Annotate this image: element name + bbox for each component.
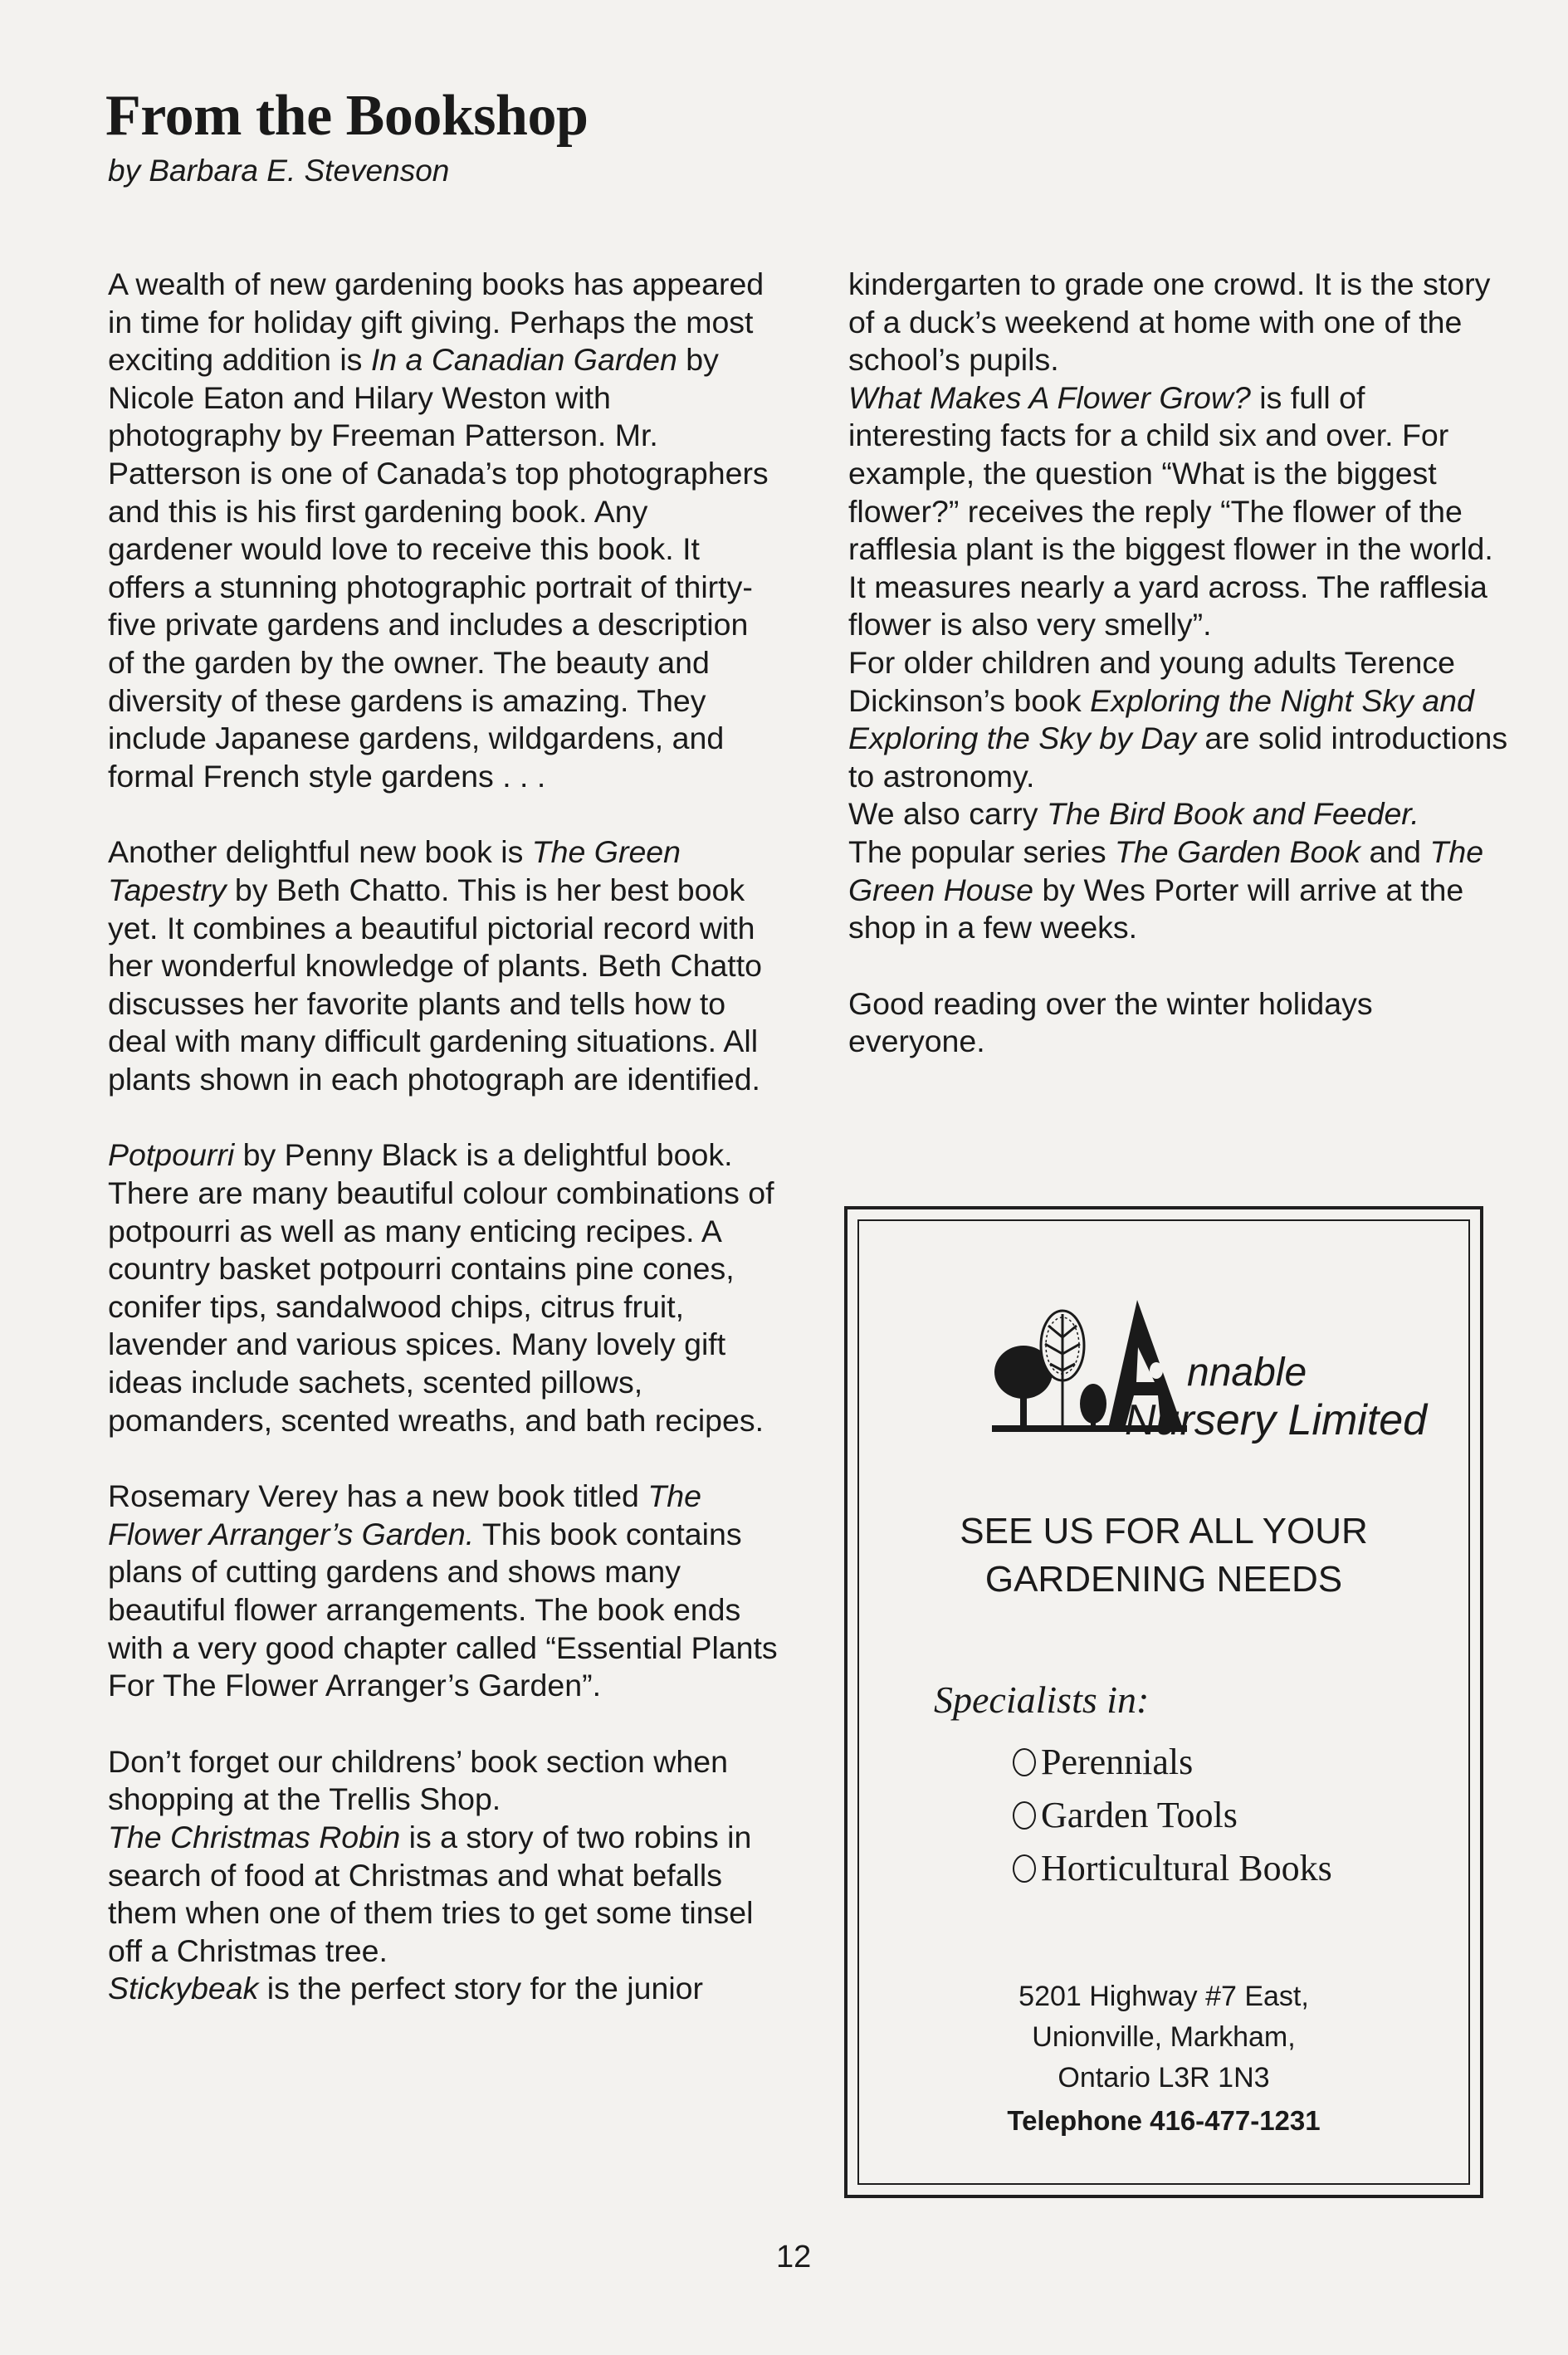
specialists-label: Specialists in: bbox=[934, 1678, 1150, 1721]
body-text: by Beth Chatto. This is her best book yet. It combines a beautiful pictorial record with her wonderful knowledge of plants. Beth Chatto discusses her favorite plants and tells how to deal with many difficult gardening situations. All plants shown in each photograph are identified. bbox=[108, 872, 762, 1097]
body-text: is the perfect story for the junior bbox=[258, 1971, 704, 2006]
nursery-address bbox=[859, 1976, 1468, 2098]
paragraph-green-tapestry bbox=[108, 833, 780, 1098]
ad-headline-line-2: GARDENING NEEDS bbox=[984, 1559, 1343, 1600]
brand-name-line-2: Nursery Limited bbox=[1125, 1396, 1428, 1444]
book-title-text: The Garden Book bbox=[1115, 833, 1361, 869]
nursery-advertisement bbox=[844, 1206, 1483, 2198]
body-text: We also carry bbox=[848, 796, 1047, 832]
body-text: A wealth of new gardening books has appeared in time for holiday gift giving. Perhaps the most exciting addition is bbox=[108, 266, 764, 378]
body-text: kindergarten to grade one crowd. It is the story of a duck’s weekend at home with one of the school’s pupils. bbox=[848, 266, 1491, 378]
specialty-horticultural-books: Horticultural Books bbox=[1041, 1848, 1332, 1888]
address-line-3: Ontario L3R 1N3 bbox=[1058, 2062, 1270, 2094]
body-text: and bbox=[1360, 833, 1430, 869]
paragraph-astronomy bbox=[848, 644, 1512, 795]
book-title-text: The Flower Arranger’s Garden. bbox=[108, 1478, 701, 1551]
article-title: From the Bookshop bbox=[105, 84, 589, 148]
book-title-text: What Makes A Flower Grow? bbox=[848, 379, 1251, 415]
book-title-text: The Green Tapestry bbox=[108, 834, 681, 907]
paragraph-stickybeak bbox=[108, 1970, 780, 2008]
body-text: Don’t forget our childrens’ book section when shopping at the Trellis Shop. bbox=[108, 1743, 728, 1817]
paragraph-kindergarten bbox=[848, 266, 1512, 379]
body-text: Rosemary Verey has a new book titled bbox=[108, 1478, 648, 1514]
left-column bbox=[108, 266, 780, 2008]
paragraph-potpourri bbox=[108, 1136, 780, 1439]
nursery-phone: Telephone 416-477-1231 bbox=[1007, 2105, 1321, 2136]
paragraph-childrens-books bbox=[108, 1743, 780, 1819]
body-text: Another delightful new book is bbox=[108, 834, 532, 870]
book-title-text: The Christmas Robin bbox=[108, 1819, 401, 1854]
paragraph-flower-grow bbox=[848, 379, 1512, 644]
body-text: This book contains plans of cutting gardens and shows many beautiful flower arrangements. The book ends with a very good chapter called “Essential Plants For The Flower Arranger’s Garden”. bbox=[108, 1516, 778, 1703]
book-title-text: Exploring the Night Sky and Exploring the Sky by Day bbox=[848, 682, 1474, 756]
address-line-2: Unionville, Markham, bbox=[1032, 2021, 1296, 2053]
article-byline: by Barbara E. Stevenson bbox=[108, 154, 450, 188]
body-text: For older children and young adults Terence Dickinson’s book bbox=[848, 644, 1456, 718]
book-title-text: Stickybeak bbox=[108, 1971, 259, 2006]
body-text: Good reading over the winter holidays everyone. bbox=[848, 985, 1373, 1059]
book-title-text: The Bird Book and Feeder. bbox=[1046, 796, 1419, 832]
book-title-text: Potpourri bbox=[108, 1137, 235, 1173]
nursery-logo bbox=[984, 1271, 1482, 1454]
brand-name-line-1: nnable bbox=[1187, 1351, 1307, 1395]
address-line-1: 5201 Highway #7 East, bbox=[1018, 1981, 1309, 2012]
book-title-text: The Green House bbox=[848, 833, 1484, 907]
circle-bullet-icon bbox=[1013, 1801, 1036, 1830]
body-text: is full of interesting facts for a child six and over. For example, the question “What is the biggest flower?” receives the reply “The flower of the rafflesia plant is the biggest flower in the world. It measures nearly a yard across. The rafflesia flower is also very smelly”. bbox=[848, 379, 1493, 642]
body-text: by Wes Porter will arrive at the shop in a few weeks. bbox=[848, 872, 1464, 945]
list-item bbox=[1013, 1789, 1332, 1842]
paragraph-christmas-robin bbox=[108, 1819, 780, 1970]
circle-bullet-icon bbox=[1013, 1854, 1036, 1883]
page-number: 12 bbox=[776, 2240, 812, 2274]
paragraph-canadian-garden bbox=[108, 266, 780, 795]
list-item bbox=[1013, 1736, 1332, 1789]
ad-headline bbox=[859, 1507, 1468, 1604]
ad-headline-line-1: SEE US FOR ALL YOUR bbox=[960, 1511, 1368, 1551]
circle-bullet-icon bbox=[1013, 1748, 1036, 1776]
paragraph-bird-book bbox=[848, 795, 1512, 833]
paragraph-closing bbox=[848, 985, 1512, 1061]
book-title-text: In a Canadian Garden bbox=[370, 342, 677, 378]
right-column bbox=[848, 266, 1512, 1061]
specialty-garden-tools: Garden Tools bbox=[1041, 1795, 1238, 1835]
paragraph-garden-book-series bbox=[848, 833, 1512, 947]
body-text: is a story of two robins in search of food at Christmas and what befalls them when one of them tries to get some tinsel off a Christmas tree. bbox=[108, 1819, 754, 1968]
body-text: by Penny Black is a delightful book. There are many beautiful colour combinations of potpourri as well as many enticing recipes. A country basket potpourri contains pine cones, conifer tips, sandalwood chips, citrus fruit, lavender and various spices. Many lovely gift ideas include sachets, scented pillows, pomanders, scented wreaths, and bath recipes. bbox=[108, 1137, 774, 1438]
list-item bbox=[1013, 1842, 1332, 1895]
specialties-list bbox=[1013, 1736, 1332, 1895]
paragraph-flower-arranger bbox=[108, 1478, 780, 1705]
advertisement-inner-frame bbox=[857, 1219, 1470, 2185]
specialty-perennials: Perennials bbox=[1041, 1742, 1194, 1782]
body-text: The popular series bbox=[848, 833, 1116, 869]
body-text: are solid introductions to astronomy. bbox=[848, 721, 1508, 794]
body-text: by Nicole Eaton and Hilary Weston with photography by Freeman Patterson. Mr. Patterson is one of Canada’s top photographers and this is his first gardening book. Any gardener would love to receive this book. It offers a stunning photographic portrait of thirty-five private gardens and includes a description of the garden by the owner. The beauty and diversity of these gardens is amazing. They include Japanese gardens, wildgardens, and formal French style gardens . . . bbox=[108, 342, 769, 794]
